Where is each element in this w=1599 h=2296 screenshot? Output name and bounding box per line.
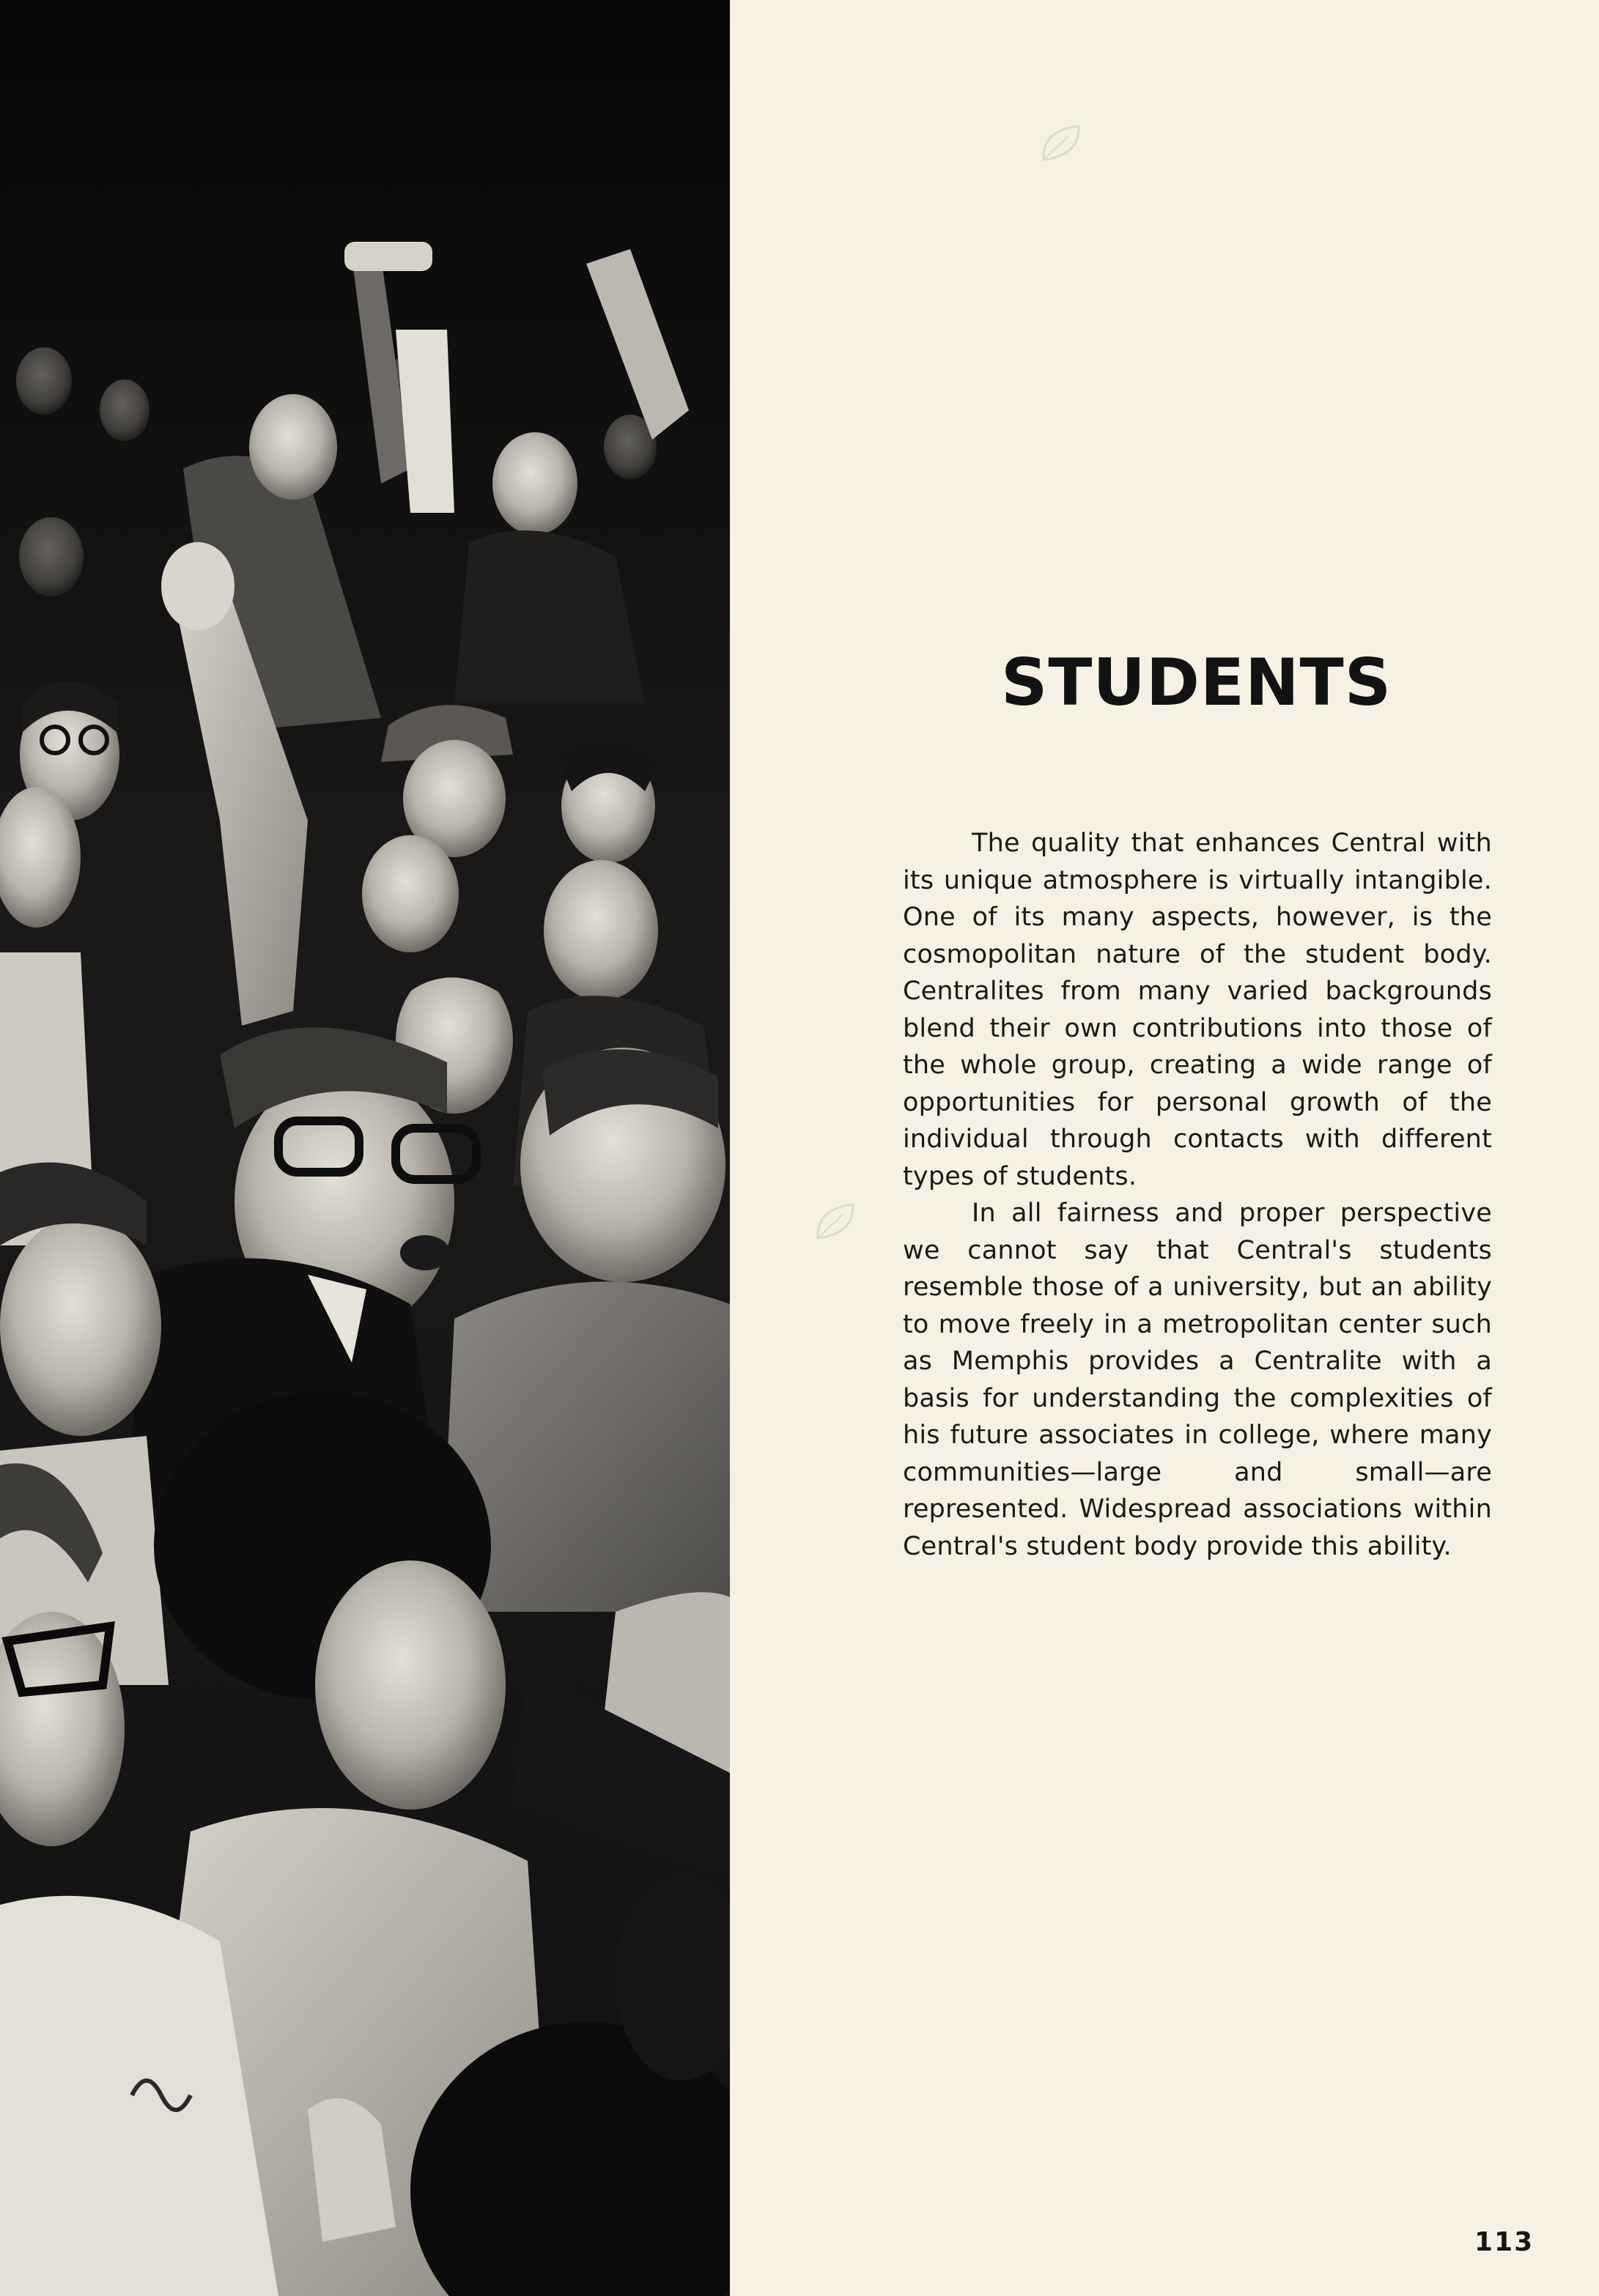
paragraph: In all fairness and proper perspective we cannot say that Central's students resemble those of a university, but an ability to move freely in a metropolitan center such as Memphis provides a Centralite with a basis for understanding the complexities of his future associates in college, where many communities—large and small—are represented. Widespread associations within Central's student body provide this ability. <box>903 1199 1492 1561</box>
body-text <box>903 825 1492 1565</box>
page-number: 113 <box>1474 2227 1535 2257</box>
leaf-watermark-icon <box>813 1201 857 1243</box>
crowd-photograph <box>0 0 730 2296</box>
page-title: STUDENTS <box>1001 645 1392 720</box>
leaf-watermark-icon <box>1039 123 1083 164</box>
paragraph: The quality that enhances Central with its unique atmosphere is virtually intangible. One of its many aspects, however, is the cosmopolitan nature of the student body. Centralites from many varied backgrounds blend their own contributions into those of the whole group, creating a wide range of opportunities for personal growth of the individual through contacts with different types of students. <box>903 829 1492 1191</box>
